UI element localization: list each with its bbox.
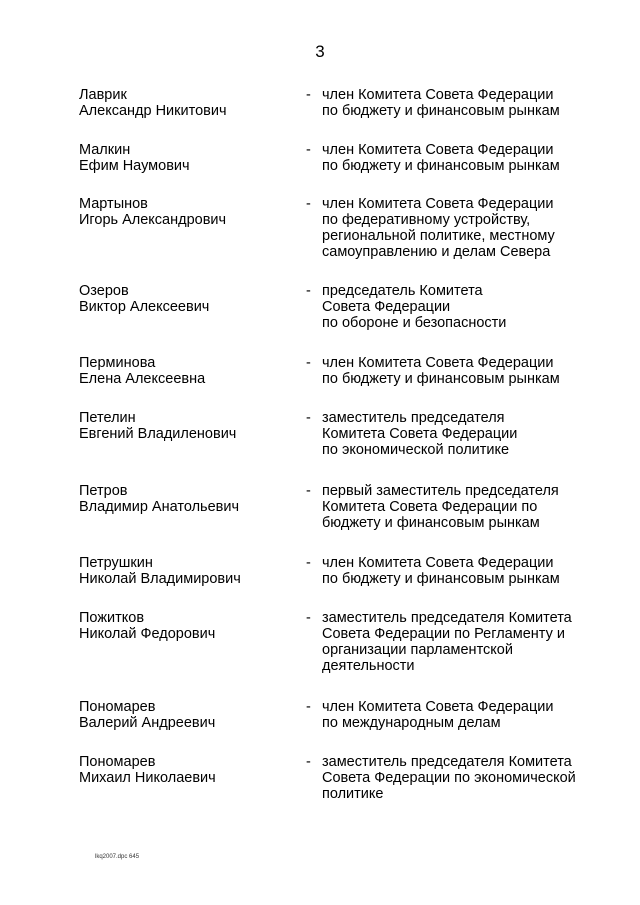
member-role [322,699,612,731]
dash-separator: - [306,555,311,571]
member-given-names: Виктор Алексеевич [79,299,210,315]
member-role [322,610,612,674]
role-line: самоуправлению и делам Севера [322,244,551,260]
role-line: заместитель председателя [322,410,505,426]
member-given-names: Николай Владимирович [79,571,241,587]
member-given-names: Владимир Анатольевич [79,499,240,515]
member-name [79,87,227,119]
dash-separator: - [306,754,311,770]
role-line: по бюджету и финансовым рынкам [322,571,560,587]
member-role [322,142,612,174]
dash-separator: - [306,196,311,212]
member-given-names: Игорь Александрович [79,212,227,228]
role-line: председатель Комитета [322,283,483,299]
member-given-names: Валерий Андреевич [79,715,216,731]
dash-separator: - [306,142,311,158]
member-surname: Пономарев [79,754,156,770]
member-name [79,196,226,228]
role-line: Комитета Совета Федерации по [322,499,538,515]
role-line: Комитета Совета Федерации [322,426,518,442]
role-line: Совета Федерации [322,299,451,315]
member-name [79,283,209,315]
member-role [322,754,612,802]
member-name [79,355,205,387]
member-given-names: Евгений Владиленович [79,426,237,442]
role-line: по бюджету и финансовым рынкам [322,371,560,387]
member-given-names: Николай Федорович [79,626,216,642]
dash-separator: - [306,355,311,371]
dash-separator: - [306,610,311,626]
dash-separator: - [306,87,311,103]
role-line: по международным делам [322,715,501,731]
role-line: по бюджету и финансовым рынкам [322,158,560,174]
member-name [79,142,190,174]
member-surname: Лаврик [79,87,127,103]
member-surname: Пономарев [79,699,156,715]
member-name [79,410,236,442]
member-given-names: Александр Никитович [79,103,227,119]
role-line: член Комитета Совета Федерации [322,196,554,212]
document-footer-code: lkq2007.dpc 645 [95,854,140,860]
role-line: деятельности [322,658,415,674]
role-line: по обороне и безопасности [322,315,507,331]
dash-separator: - [306,483,311,499]
dash-separator: - [306,699,311,715]
member-role [322,355,612,387]
member-name [79,699,215,731]
role-line: бюджету и финансовым рынкам [322,515,540,531]
member-name [79,610,215,642]
dash-separator: - [306,283,311,299]
member-given-names: Елена Алексеевна [79,371,206,387]
member-surname: Пожитков [79,610,145,626]
member-name [79,483,239,515]
member-surname: Мартынов [79,196,148,212]
member-surname: Петрушкин [79,555,153,571]
member-surname: Петров [79,483,128,499]
dash-separator: - [306,410,311,426]
member-given-names: Михаил Николаевич [79,770,216,786]
member-given-names: Ефим Наумович [79,158,190,174]
page-number: 3 [315,42,325,61]
role-line: заместитель председателя Комитета [322,610,572,626]
role-line: заместитель председателя Комитета [322,754,572,770]
role-line: Совета Федерации по экономической [322,770,576,786]
role-line: по федеративному устройству, [322,212,531,228]
role-line: по экономической политике [322,442,510,458]
member-role [322,483,612,531]
role-line: первый заместитель председателя [322,483,559,499]
role-line: региональной политике, местному [322,228,555,244]
role-line: политике [322,786,384,802]
member-surname: Перминова [79,355,156,371]
role-line: член Комитета Совета Федерации [322,87,554,103]
role-line: член Комитета Совета Федерации [322,699,554,715]
role-line: член Комитета Совета Федерации [322,142,554,158]
role-line: член Комитета Совета Федерации [322,555,554,571]
member-role [322,283,612,331]
member-role [322,410,612,458]
member-surname: Озеров [79,283,129,299]
role-line: Совета Федерации по Регламенту и [322,626,565,642]
member-role [322,87,612,119]
member-surname: Петелин [79,410,136,426]
role-line: по бюджету и финансовым рынкам [322,103,560,119]
role-line: член Комитета Совета Федерации [322,355,554,371]
member-name [79,555,241,587]
member-surname: Малкин [79,142,131,158]
member-role [322,555,612,587]
member-role [322,196,612,260]
member-name [79,754,216,786]
role-line: организации парламентской [322,642,513,658]
